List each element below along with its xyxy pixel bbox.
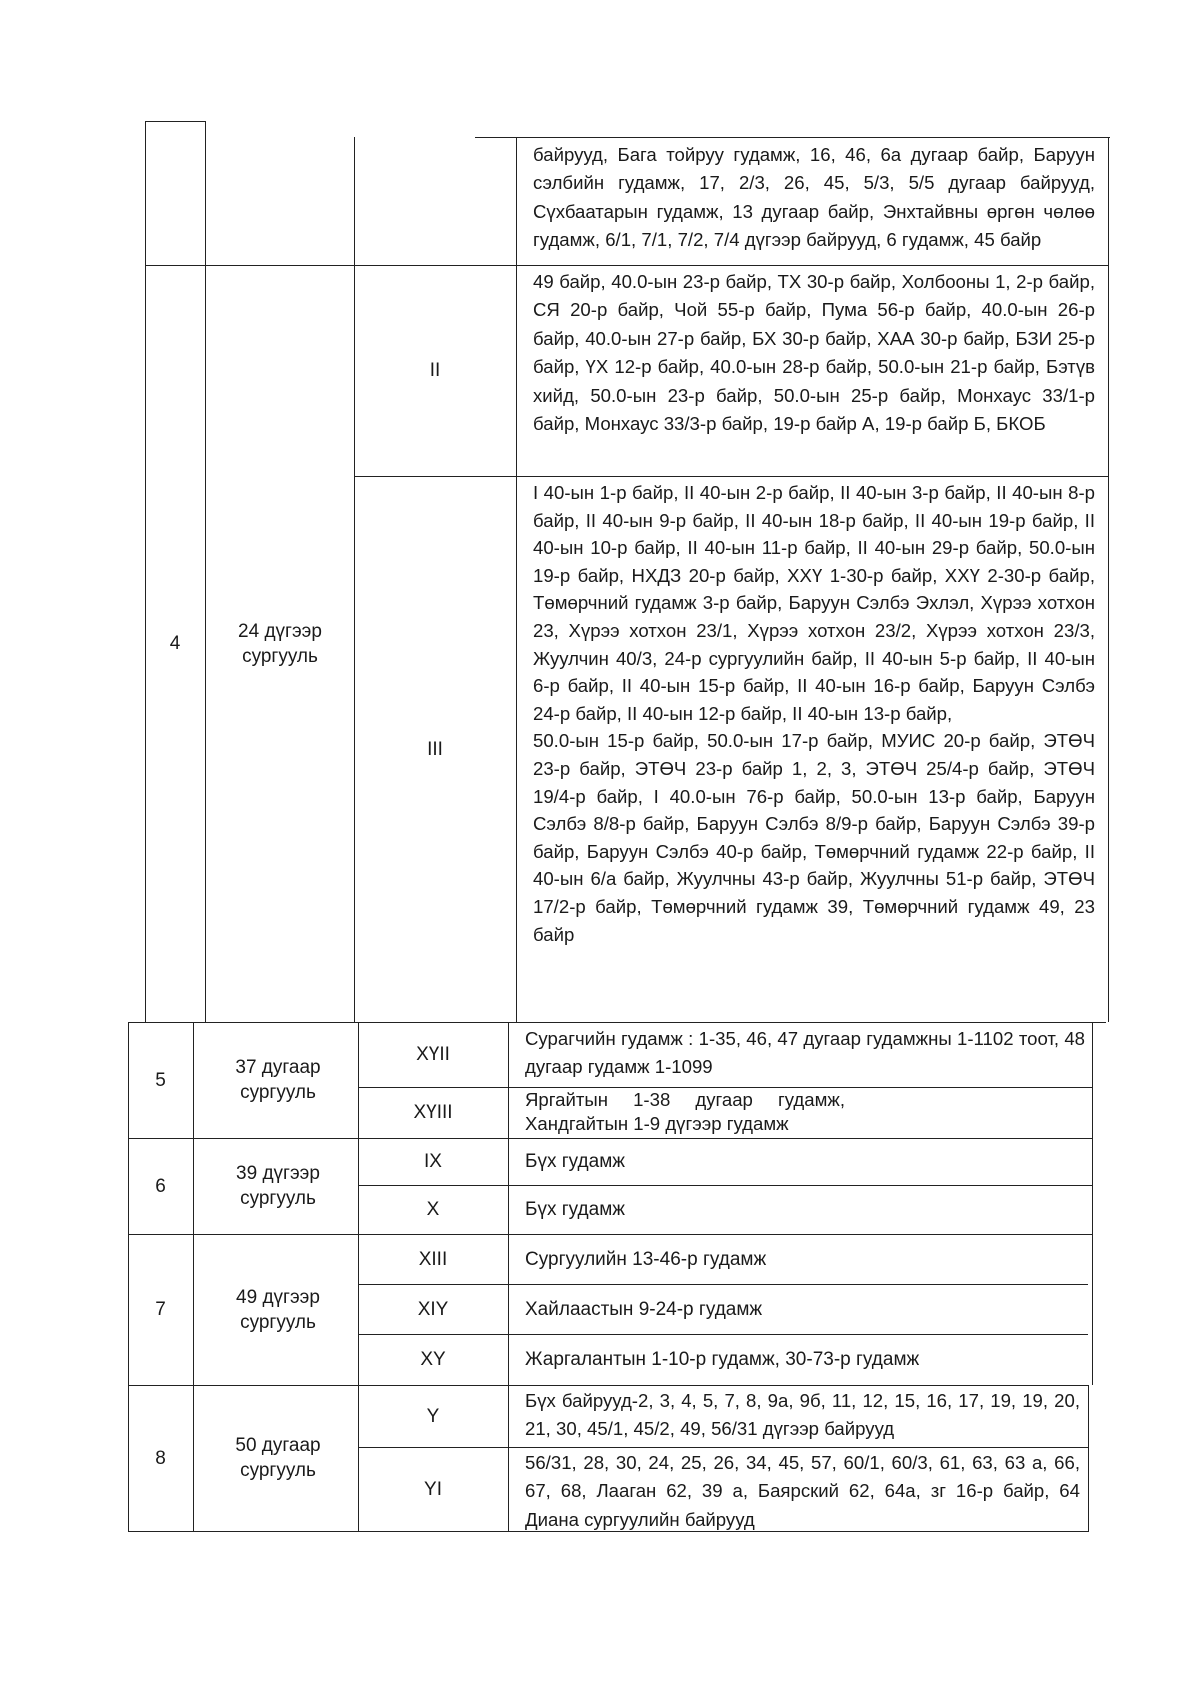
- address-cell: [525, 1185, 625, 1234]
- zone-code-text: II: [429, 360, 441, 381]
- zone-code-text: ХҮІІ: [416, 1044, 450, 1065]
- address-cell: [525, 1025, 1085, 1082]
- school-name-text: 39 дүгээр сургууль: [236, 1163, 320, 1209]
- address-text: 50.0-ын 15-р байр, 50.0-ын 17-р байр, МУИС 20-р байр, ЭТӨЧ 23-р байр, ЭТӨЧ 23-р байр 1, 2, 3, ЭТӨЧ 25/4-р байр, ЭТӨЧ 19/4-р байр, I 40.0-ын 76-р байр, 50.0-ын 13-р байр, Баруун Сэлбэ 8/8-р байр, Баруун Сэлбэ 8/9-р байр, Баруун Сэлбэ 39-р байр, Баруун Сэлбэ 40-р байр, Төмөрчний гудамж 22-р байр, II 40-ын 6/а байр, Жуулчны 43-р байр, Жуулчны 51-р байр, ЭТӨЧ 17/2-р байр, Төмөрчний гудамж 39, Төмөрчний гудамж 49, 23 байр: [533, 730, 1095, 945]
- address-text: Бүх гудамж: [525, 1151, 625, 1172]
- zone-code: [358, 1087, 508, 1138]
- address-cell: [525, 1387, 1080, 1444]
- zone-code: [358, 1447, 508, 1531]
- row-number-text: 4: [169, 633, 181, 654]
- zone-code: [358, 1284, 508, 1334]
- row-number: [128, 1234, 193, 1385]
- row-number: [145, 265, 205, 1022]
- address-cell: [525, 1449, 1080, 1534]
- table-border: [205, 121, 206, 1022]
- address-cell: [533, 268, 1095, 438]
- school-name: [228, 1138, 328, 1234]
- school-name: [228, 1385, 328, 1531]
- address-text: Яргайтын 1-38 дугаар гудамж, Хандгайтын 1-9 дүгээр гудамж: [525, 1089, 845, 1134]
- row-number: [128, 1022, 193, 1138]
- zone-code: [354, 265, 516, 476]
- zone-code: [358, 1234, 508, 1284]
- zone-code: [358, 1138, 508, 1185]
- table-border: [145, 121, 205, 122]
- row-number-text: 5: [155, 1069, 166, 1091]
- table-border: [475, 137, 1110, 138]
- row-number: [128, 1385, 193, 1531]
- zone-code: [358, 1022, 508, 1087]
- table-border: [1092, 1022, 1093, 1385]
- address-text: 56/31, 28, 30, 24, 25, 26, 34, 45, 57, 60/1, 60/3, 61, 63, 63 а, 66, 67, 68, Лааган 62, 39 а, Баярский 62, 64а, зг 16-р байр, 64 Диана сургуулийн байрууд: [525, 1452, 1080, 1530]
- school-name: [228, 1234, 328, 1385]
- table-border: [508, 1022, 509, 1532]
- address-text: Сургуулийн 13-46-р гудамж: [525, 1248, 767, 1270]
- address-cell: [525, 1234, 766, 1284]
- zone-code-text: XY: [420, 1349, 446, 1370]
- address-text: Бүх байрууд-2, 3, 4, 5, 7, 8, 9а, 9б, 11, 12, 15, 16, 17, 19, 19, 20, 21, 30, 45/1, 45/2, 49, 56/31 дүгээр байрууд: [525, 1390, 1080, 1440]
- row-number-text: 8: [155, 1447, 166, 1469]
- address-cell: [533, 141, 1095, 255]
- zone-code-text: XIY: [417, 1298, 449, 1320]
- address-cell: [533, 479, 1095, 948]
- row-number-text: 7: [155, 1299, 166, 1320]
- zone-code: [358, 1334, 508, 1385]
- school-name-text: 24 дүгээр сургууль: [238, 620, 322, 667]
- school-name-text: 50 дугаар сургууль: [235, 1435, 321, 1481]
- address-cell: [525, 1138, 625, 1185]
- address-text: 49 байр, 40.0-ын 23-р байр, ТХ 30-р байр, Холбооны 1, 2-р байр, СЯ 20-р байр, Чой 55-р байр, Пума 56-р байр, 40.0-ын 26-р байр, 40.0-ын 27-р байр, БХ 30-р байр, ХАА 30-р байр, БЗИ 25-р байр, ҮХ 12-р байр, 40.0-ын 28-р байр, 50.0-ын 21-р байр, Бэтүв хийд, 50.0-ын 23-р байр, 50.0-ын 25-р байр, Монхаус 33/1-р байр, Монхаус 33/3-р байр, 19-р байр А, 19-р байр Б, БКОБ: [533, 271, 1095, 435]
- table-border: [1108, 137, 1109, 1022]
- address-cell: [525, 1284, 762, 1334]
- table-border: [1088, 1385, 1089, 1532]
- zone-code-text: IX: [424, 1151, 442, 1172]
- zone-code: [358, 1385, 508, 1447]
- zone-code-text: XIII: [418, 1248, 448, 1270]
- zone-code-text: ХҮІІІ: [413, 1102, 453, 1123]
- address-text: I 40-ын 1-р байр, II 40-ын 2-р байр, II 40-ын 3-р байр, II 40-ын 8-р байр, II 40-ын 9-р байр, II 40-ын 18-р байр, II 40-ын 19-р байр, II 40-ын 10-р байр, II 40-ын 11-р байр, II 40-ын 29-р байр, 50.0-ын 19-р байр, НХДЗ 20-р байр, ХХҮ 1-30-р байр, ХХҮ 2-30-р байр, Төмөрчний гудамж 3-р байр, Баруун Сэлбэ Эхлэл, Хүрээ хотхон 23, Хүрээ хотхон 23/1, Хүрээ хотхон 23/2, Хүрээ хотхон 23/3, Жуулчин 40/3, 24-р сургуулийн байр, II 40-ын 5-р байр, II 40-ын 6-р байр, II 40-ын 15-р байр, II 40-ын 16-р байр, Баруун Сэлбэ 24-р байр, II 40-ын 12-р байр, II 40-ын 13-р байр,: [533, 482, 1095, 724]
- school-name: [228, 1022, 328, 1138]
- row-number: [128, 1138, 193, 1234]
- table-border: [516, 137, 517, 1022]
- address-text: Бүх гудамж: [525, 1199, 625, 1220]
- zone-code-text: Y: [426, 1405, 440, 1427]
- zone-code-text: YI: [424, 1478, 442, 1500]
- school-name-text: 37 дугаар сургууль: [235, 1057, 321, 1103]
- zone-code-text: X: [426, 1199, 440, 1220]
- address-text: Сурагчийн гудамж : 1-35, 46, 47 дугаар гудамжны 1-1102 тоот, 48 дугаар гудамж 1-1099: [525, 1028, 1085, 1078]
- school-name-text: 49 дүгээр сургууль: [236, 1286, 320, 1333]
- zone-code-text: III: [427, 738, 443, 760]
- row-number-text: 6: [155, 1175, 166, 1197]
- zone-code: [358, 1185, 508, 1234]
- address-text: Хайлаастын 9-24-р гудамж: [525, 1298, 763, 1320]
- address-text: байрууд, Бага тойруу гудамж, 16, 46, 6а дугаар байр, Баруун сэлбийн гудамж, 17, 2/3, 26, 45, 5/3, 5/5 дугаар байрууд, Сүхбаатарын гудамж, 13 дугаар байр, Энхтайвны өргөн чөлөө гудамж, 6/1, 7/1, 7/2, 7/4 дүгээр байрууд, 6 гудамж, 45 байр: [533, 144, 1095, 251]
- address-cell: [525, 1334, 919, 1385]
- zone-code: [354, 476, 516, 1022]
- table-border: [193, 1022, 194, 1532]
- school-name: [225, 265, 335, 1022]
- address-cell: [525, 1088, 845, 1136]
- address-text: Жаргалантын 1-10-р гудамж, 30-73-р гудамж: [525, 1349, 920, 1370]
